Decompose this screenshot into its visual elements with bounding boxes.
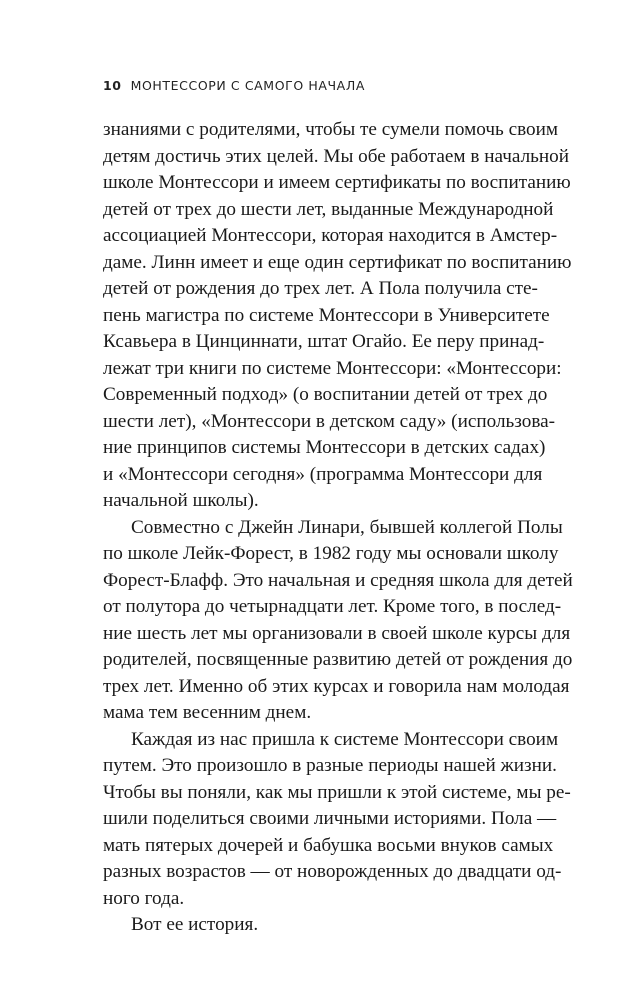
running-head	[103, 78, 365, 93]
text-line: Чтобы вы поняли, как мы пришли к этой системе, мы ре-	[103, 781, 571, 803]
text-line: даме. Линн имеет и еще один сертификат по воспитанию	[103, 251, 572, 273]
text-line: по школе Лейк-Форест, в 1982 году мы основали школу	[103, 543, 559, 564]
text-line: ние шесть лет мы организовали в своей школе курсы для	[103, 622, 571, 644]
text-line: ассоциацией Монтессори, которая находится в Амстер-	[103, 225, 558, 246]
paragraph	[103, 117, 572, 515]
text-line: пень магистра по системе Монтессори в Университете	[103, 304, 550, 326]
text-line: лежат три книги по системе Монтессори: «Монтессори:	[103, 357, 562, 379]
text-line: Ксавьера в Цинциннати, штат Огайо. Ее перу принад-	[103, 331, 545, 352]
text-line: мама тем весенним днем.	[103, 702, 312, 723]
text-line: от полутора до четырнадцати лет. Кроме того, в послед-	[103, 596, 562, 617]
body-text	[103, 117, 573, 939]
text-line: и «Монтессори сегодня» (программа Монтессори для	[103, 463, 543, 485]
text-line: детей от рождения до трех лет. А Пола получила сте-	[103, 278, 538, 299]
text-line: родителей, посвященные развитию детей от рождения до	[103, 649, 573, 670]
text-line: шили поделиться своими личными историями. Пола —	[103, 808, 557, 829]
text-line: трех лет. Именно об этих курсах и говорила нам молодая	[103, 675, 570, 697]
text-line: ние принципов системы Монтессори в детских садах)	[103, 437, 546, 458]
paragraph	[103, 912, 530, 939]
book-title: МОНТЕССОРИ С САМОГО НАЧАЛА	[130, 78, 365, 93]
text-line: школе Монтессори и имеем сертификаты по воспитанию	[103, 172, 571, 193]
paragraph	[103, 727, 571, 913]
text-line: начальной школы).	[103, 490, 259, 511]
text-line: Вот ее история.	[131, 914, 259, 935]
text-line: Совместно с Джейн Линари, бывшей коллегой Полы	[131, 516, 563, 538]
text-line: детям достичь этих целей. Мы обе работаем в начальной	[103, 145, 570, 167]
text-line: шести лет), «Монтессори в детском саду» (использова-	[103, 410, 556, 432]
text-line: знаниями с родителями, чтобы те сумели помочь своим	[103, 119, 559, 140]
text-line: Каждая из нас пришла к системе Монтессори своим	[131, 728, 559, 750]
paragraph	[103, 515, 573, 727]
text-line: мать пятерых дочерей и бабушка восьми внуков самых	[103, 834, 554, 856]
text-line: разных возрастов — от новорожденных до двадцати од-	[103, 861, 562, 882]
text-line: ного года.	[103, 887, 185, 909]
page-number: 10	[103, 78, 122, 93]
text-line: Форест-Блафф. Это начальная и средняя школа для детей	[103, 569, 573, 591]
text-line: детей от трех до шести лет, выданные Международной	[103, 198, 554, 220]
text-line: Современный подход» (о воспитании детей от трех до	[103, 384, 548, 405]
text-line: путем. Это произошло в разные периоды нашей жизни.	[103, 755, 557, 776]
